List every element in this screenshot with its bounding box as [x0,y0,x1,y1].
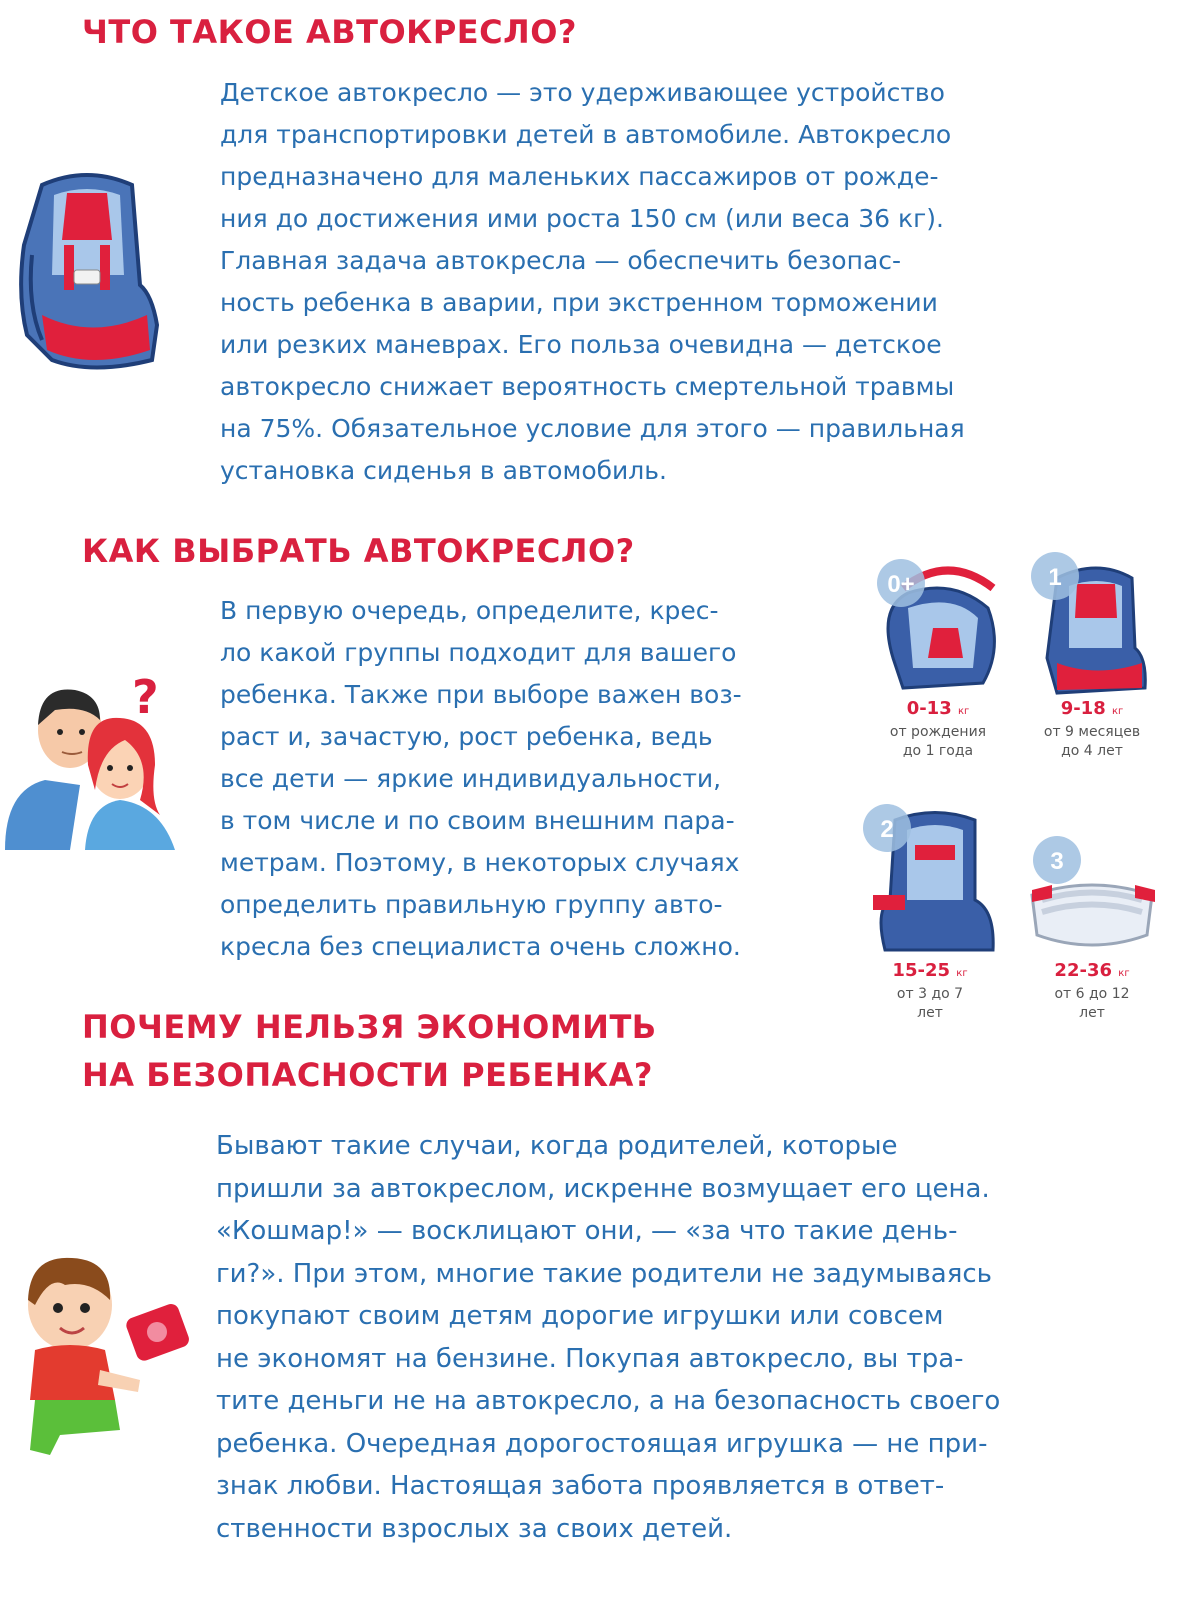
question-mark-icon: ? [132,670,159,724]
age-line: лет [1079,1005,1105,1021]
age-line: от 3 до 7 [896,986,964,1002]
age-line: лет [917,1005,943,1021]
text-line: Бывают такие случаи, когда родителей, которые [216,1131,898,1161]
weight-range: 15-25 кг [892,960,968,981]
age-line: от рождения [889,724,987,740]
text-line: не экономят на бензине. Покупая автокресло, вы тра- [216,1343,964,1374]
text-line: ло какой группы подходит для вашего [220,638,737,667]
car-seat-icon [12,165,162,379]
text-line: Главная задача автокресла — обеспечить безопас- [220,246,902,275]
seat-group-1 [1012,548,1172,761]
group-number: 0+ [887,571,915,598]
booster-with-back-icon [855,800,1005,960]
text-line: «Кошмар!» — восклицают они, — «за что такие день- [216,1216,958,1246]
text-line: Детское автокресло — это удерживающее устройство [220,78,945,107]
section-3-title-line2: НА БЕЗОПАСНОСТИ РЕБЕНКА? [82,1056,653,1094]
text-line: знак любви. Настоящая забота проявляется в ответ- [216,1471,945,1501]
text-line: ность ребенка в аварии, при экстренном торможении [220,288,938,317]
text-line: В первую очередь, определите, крес- [220,596,719,625]
text-line: метрам. Поэтому, в некоторых случаях [220,848,740,877]
text-line: ребенка. Также при выборе важен воз- [220,680,742,709]
car-seat-group1-icon [1017,548,1167,698]
child-with-toy-icon [10,1250,210,1464]
text-line: все дети — яркие индивидуальности, [220,764,722,793]
booster-cushion-icon [1017,820,1167,960]
section-3-title-line1: ПОЧЕМУ НЕЛЬЗЯ ЭКОНОМИТЬ [82,1008,657,1046]
section-3-text [216,1125,1000,1550]
age-line: от 6 до 12 [1054,986,1130,1002]
text-line: пришли за автокреслом, искренне возмущает его цена. [216,1173,990,1204]
text-line: определить правильную группу авто- [220,890,723,919]
text-line: в том числе и по своим внешним пара- [220,806,735,835]
section-2-title: КАК ВЫБРАТЬ АВТОКРЕСЛО? [82,532,635,570]
text-line: ния до достижения ими роста 150 см (или веса 36 кг). [220,204,944,233]
text-line: установка сиденья в автомобиль. [220,456,667,485]
seat-group-0plus [858,548,1018,761]
seat-group-3 [1012,820,1172,1023]
weight-range: 9-18 кг [1060,698,1124,719]
age-line: от 9 месяцев [1043,724,1141,740]
text-line: предназначено для маленьких пассажиров от рожде- [220,162,939,191]
text-line: ребенка. Очередная дорогостоящая игрушка — не при- [216,1428,988,1459]
section-2-text [220,590,742,968]
age-line: до 4 лет [1061,743,1123,759]
weight-range: 0-13 кг [906,698,970,719]
group-number: 2 [880,816,894,843]
text-line: ги?». При этом, многие такие родители не задумываясь [216,1258,993,1289]
text-line: для транспортировки детей в автомобиле. Автокресло [220,120,952,149]
infant-carrier-icon [863,548,1013,698]
seat-group-2 [850,800,1010,1023]
text-line: покупают своим детям дорогие игрушки или совсем [216,1301,944,1331]
section-1-title: ЧТО ТАКОЕ АВТОКРЕСЛО? [82,13,577,51]
group-number: 3 [1050,848,1064,875]
text-line: кресла без специалиста очень сложно. [220,932,741,961]
text-line: ственности взрослых за своих детей. [216,1513,733,1544]
section-1-text [220,72,965,492]
group-number: 1 [1048,564,1062,591]
text-line: раст и, зачастую, рост ребенка, ведь [220,722,713,751]
age-line: до 1 года [902,743,974,759]
text-line: автокресло снижает вероятность смертельной травмы [220,372,955,401]
text-line: на 75%. Обязательное условие для этого — правильная [220,414,965,443]
text-line: тите деньги не на автокресло, а на безопасность своего [216,1386,1001,1416]
text-line: или резких маневрах. Его польза очевидна — детское [220,330,942,359]
weight-range: 22-36 кг [1054,960,1130,981]
